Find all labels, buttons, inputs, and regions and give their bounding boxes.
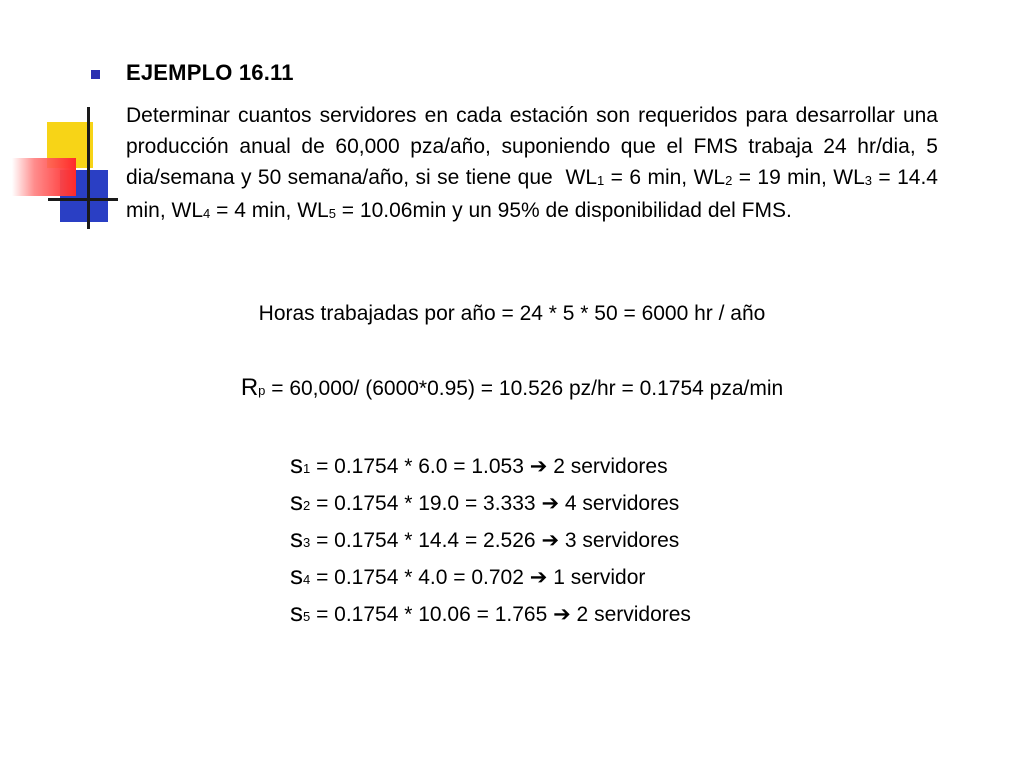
wl-5: $WL_5 = 10.06\min$ [297,199,447,222]
horizontal-line [48,198,118,201]
problem-outro: y un 95% de disponibilidad del FMS. [452,199,792,222]
arrow-right-icon: ➔ [541,529,560,552]
rp-symbol: R [240,374,259,401]
calc-row-5: s5 = 0.1754 * 10.06 = 1.765 ➔ 2 servidores [290,597,691,627]
problem-intro: Determinar cuantos servidores en cada estación son requeridos para desarrollar una producción anual de 60,000 pza/año, suponiendo que el FMS trabaja 24 hr/dia, 5 dia/semana y 50 semana/año, si se tiene que [126,104,938,189]
rp-subscript: p [258,383,266,398]
calc-row-2: s2 = 0.1754 * 19.0 = 3.333 ➔ 4 servidores [290,486,680,516]
red-gradient-square [12,158,76,196]
slide-heading: EJEMPLO 16.11 [126,60,294,85]
calc-row-3: s3 = 0.1754 * 14.4 = 2.526 ➔ 3 servidores [290,523,680,553]
arrow-right-icon: ➔ [529,455,548,478]
arrow-right-icon: ➔ [541,492,560,515]
wl-3: $WL_3 = 14.4$ min, [126,166,938,222]
rp-expression: = 60,000/ (6000*0.95) = 10.526 pz/hr = 0.1754 pza/min [265,377,784,400]
arrow-right-icon: ➔ [529,566,548,589]
problem-statement [126,100,938,228]
rp-line [0,374,1024,402]
wl-1: $WL_1 = 6$ min, [565,166,688,189]
vertical-line [87,107,90,229]
decorative-squares-graphic [0,0,120,240]
wl-4: $WL_4 = 4$ min, [171,199,292,222]
servers-calculation-list [290,446,691,631]
wl-2: $WL_2 = 19$ min, [693,166,827,189]
horas-trabajadas-line: Horas trabajadas por año = 24 * 5 * 50 = 6000 hr / año [258,302,766,325]
calc-row-4: s4 = 0.1754 * 4.0 = 0.702 ➔ 1 servidor [290,560,646,590]
bullet-square-icon [91,70,100,79]
calc-row-1: s1 = 0.1754 * 6.0 = 1.053 ➔ 2 servidores [290,449,668,479]
arrow-right-icon: ➔ [553,603,571,626]
